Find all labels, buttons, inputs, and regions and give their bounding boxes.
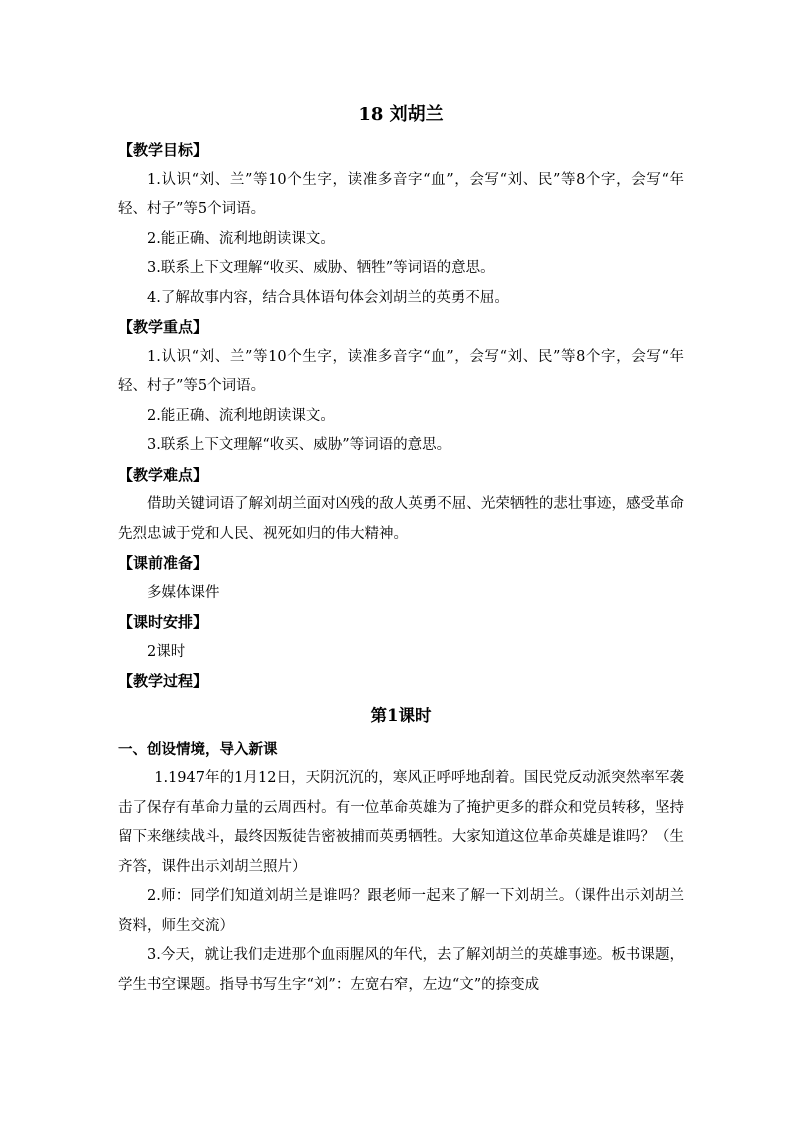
section-heading: 【课前准备】 <box>118 554 209 572</box>
section-preparation <box>118 549 684 608</box>
schedule-text: 2课时 <box>147 643 186 660</box>
section-schedule <box>118 608 684 667</box>
section-process <box>118 667 684 1000</box>
key-point-item: 2.能正确、流利地朗读课文。 <box>147 407 335 424</box>
key-point-item: 1.认识“刘、兰”等10个生字，读准多音字“血”，会写“刘、民”等8个字，会写“年轻、村子”等5个词语。 <box>118 348 684 394</box>
section-teaching-goals <box>118 136 684 313</box>
section-key-points <box>118 313 684 461</box>
goal-item: 2.能正确、流利地朗读课文。 <box>147 230 335 247</box>
difficulty-text: 借助关键词语了解刘胡兰面对凶残的敌人英勇不屈、光荣牺牲的悲壮事迹，感受革命先烈忠诚于党和人民、视死如归的伟大精神。 <box>118 496 684 542</box>
goal-item: 4.了解故事内容，结合具体语句体会刘胡兰的英勇不屈。 <box>147 289 509 306</box>
key-point-item: 3.联系上下文理解“收买、威胁”等词语的意思。 <box>147 437 452 453</box>
process-item: 2.师：同学们知道刘胡兰是谁吗？跟老师一起来了解一下刘胡兰。（课件出示刘胡兰资料，师生交流） <box>118 888 684 934</box>
lesson-title: 第1课时 <box>370 705 432 725</box>
preparation-text: 多媒体课件 <box>147 584 220 601</box>
section-difficulties <box>118 461 684 550</box>
process-item: 3.今天，就让我们走进那个血雨腥风的年代，去了解刘胡兰的英雄事迹。板书课题，学生书空课题。指导书写生字“刘”：左宽右窄，左边“文”的捺变成 <box>118 947 684 993</box>
goal-item: 3.联系上下文理解“收买、威胁、牺牲”等词语的意思。 <box>147 260 495 276</box>
document-page <box>118 100 684 1000</box>
section-heading: 【教学重点】 <box>118 318 209 336</box>
document-title: 18 刘胡兰 <box>358 104 444 125</box>
section-heading: 【教学难点】 <box>118 465 209 484</box>
section-heading: 【教学过程】 <box>118 672 209 690</box>
process-item: 1.1947年的1月12日，天阴沉沉的，寒风正呼呼地刮着。国民党反动派突然率军袭击了保存有革命力量的云周西村。有一位革命英雄为了掩护更多的群众和党员转移，坚持留下来继续战斗，最终因叛徒告密被捕而英勇牺牲。大家知道这位革命英雄是谁吗？（生齐答，课件出示刘胡兰照片） <box>118 770 684 875</box>
section-heading: 【课时安排】 <box>118 613 209 631</box>
step-heading: 一、创设情境，导入新课 <box>118 740 278 758</box>
section-heading: 【教学目标】 <box>118 141 209 159</box>
goal-item: 1.认识“刘、兰”等10个生字，读准多音字“血”，会写“刘、民”等8个字，会写“年轻、村子”等5个词语。 <box>118 171 684 217</box>
